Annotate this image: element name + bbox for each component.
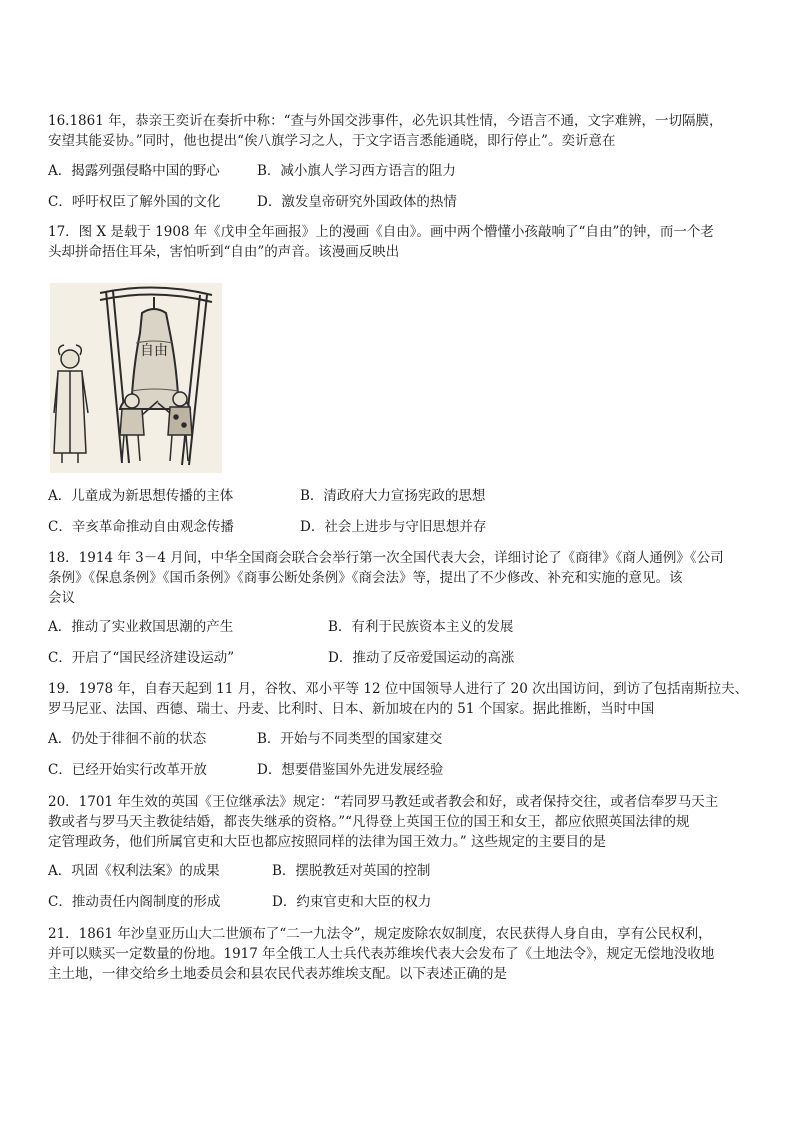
q17-option-d: D．社会上进步与守旧思想并存	[300, 519, 487, 535]
q16-option-c: C．呼吁权臣了解外国的文化	[48, 194, 221, 210]
q18-option-a: A．推动了实业救国思潮的产生	[48, 619, 234, 635]
q21-stem-line-1: 21．1861 年沙皇亚历山大二世颁布了“二一九法令”，规定废除农奴制度，农民获得人身自由，享有公民权利，	[48, 926, 712, 942]
q21-stem-line-2: 并可以赎买一定数量的份地。1917 年全俄工人士兵代表苏维埃代表大会发布了《土地法令》，规定无偿地没收地	[48, 946, 715, 962]
q18-stem-line-1: 18．1914 年 3－4 月间，中华全国商会联合会举行第一次全国代表大会，详细讨论了《商律》《商人通例》《公司	[48, 550, 724, 566]
q19-option-d: D．想要借鉴国外先进发展经验	[257, 762, 444, 778]
q18-option-c: C．开启了“国民经济建设运动”	[48, 650, 235, 666]
q17-option-c: C．辛亥革命推动自由观念传播	[48, 519, 234, 535]
q19-option-b: B．开始与不同类型的国家建交	[257, 731, 443, 747]
q20-stem-line-2: 教或者与罗马天主教徒结婚，都丧失继承的资格。”“凡得登上英国王位的国王和女王，都应依照英国法律的规	[48, 814, 690, 830]
q20-option-a: A．巩固《权利法案》的成果	[48, 863, 220, 879]
q17-stem-line-2: 头却拼命捂住耳朵，害怕听到“自由”的声音。该漫画反映出	[48, 244, 400, 260]
q17-option-a: A．儿童成为新思想传播的主体	[48, 488, 234, 504]
q18-option-b: B．有利于民族资本主义的发展	[328, 619, 514, 635]
q18-stem-line-3: 会议	[48, 590, 75, 606]
q20-stem-line-1: 20．1701 年生效的英国《王位继承法》规定：“若同罗马教廷或者教会和好，或者保持交往，或者信奉罗马天主	[48, 794, 719, 810]
q19-stem-line-1: 19．1978 年，自春天起到 11 月，谷牧、邓小平等 12 位中国领导人进行了 20 次出国访问，到访了包括南斯拉夫、	[48, 681, 749, 697]
q20-option-b: B．摆脱教廷对英国的控制	[272, 863, 431, 879]
liberty-bell-cartoon	[50, 283, 222, 473]
q16-stem-line-1: 16.1861 年，恭亲王奕䜣在奏折中称：“查与外国交涉事件，必先识其性情，今语言不通，文字难辨，一切隔膜，	[48, 113, 723, 129]
q19-stem-line-2: 罗马尼亚、法国、西德、瑞士、丹麦、比利时、日本、新加坡在内的 51 个国家。据此推断，当时中国	[48, 701, 655, 717]
q19-option-c: C．已经开始实行改革开放	[48, 762, 207, 778]
q18-stem-line-2: 条例》《保息条例》《国币条例》《商事公断处条例》《商会法》等，提出了不少修改、补充和实施的意见。该	[48, 570, 683, 586]
q16-option-a: A．揭露列强侵略中国的野心	[48, 163, 220, 179]
q18-option-d: D．推动了反帝爱国运动的高涨	[328, 650, 515, 666]
q20-option-d: D．约束官吏和大臣的权力	[272, 894, 432, 910]
q16-stem-line-2: 安望其能妥协。”同时，他也提出“俟八旗学习之人，于文字语言悉能通晓，即行停止”。奕䜣意在	[48, 133, 616, 149]
q20-option-c: C．推动责任内阁制度的形成	[48, 894, 221, 910]
q16-option-b: B．减小旗人学习西方语言的阻力	[257, 163, 456, 179]
bell-label: 自由	[140, 343, 168, 359]
q17-stem-line-1: 17．图 X 是载于 1908 年《戊申全年画报》上的漫画《自由》。画中两个懵懂小孩敲响了“自由”的钟，而一个老	[48, 224, 714, 240]
q20-stem-line-3: 定管理政务，他们所属官吏和大臣也都应按照同样的法律为国王效力。” 这些规定的主要目的是	[48, 834, 606, 850]
q17-option-b: B．清政府大力宣扬宪政的思想	[300, 488, 486, 504]
q21-stem-line-3: 主土地，一律交给乡土地委员会和县农民代表苏维埃支配。以下表述正确的是	[48, 966, 507, 982]
q16-option-d: D．激发皇帝研究外国政体的热情	[257, 194, 457, 210]
q19-option-a: A．仍处于徘徊不前的状态	[48, 731, 207, 747]
